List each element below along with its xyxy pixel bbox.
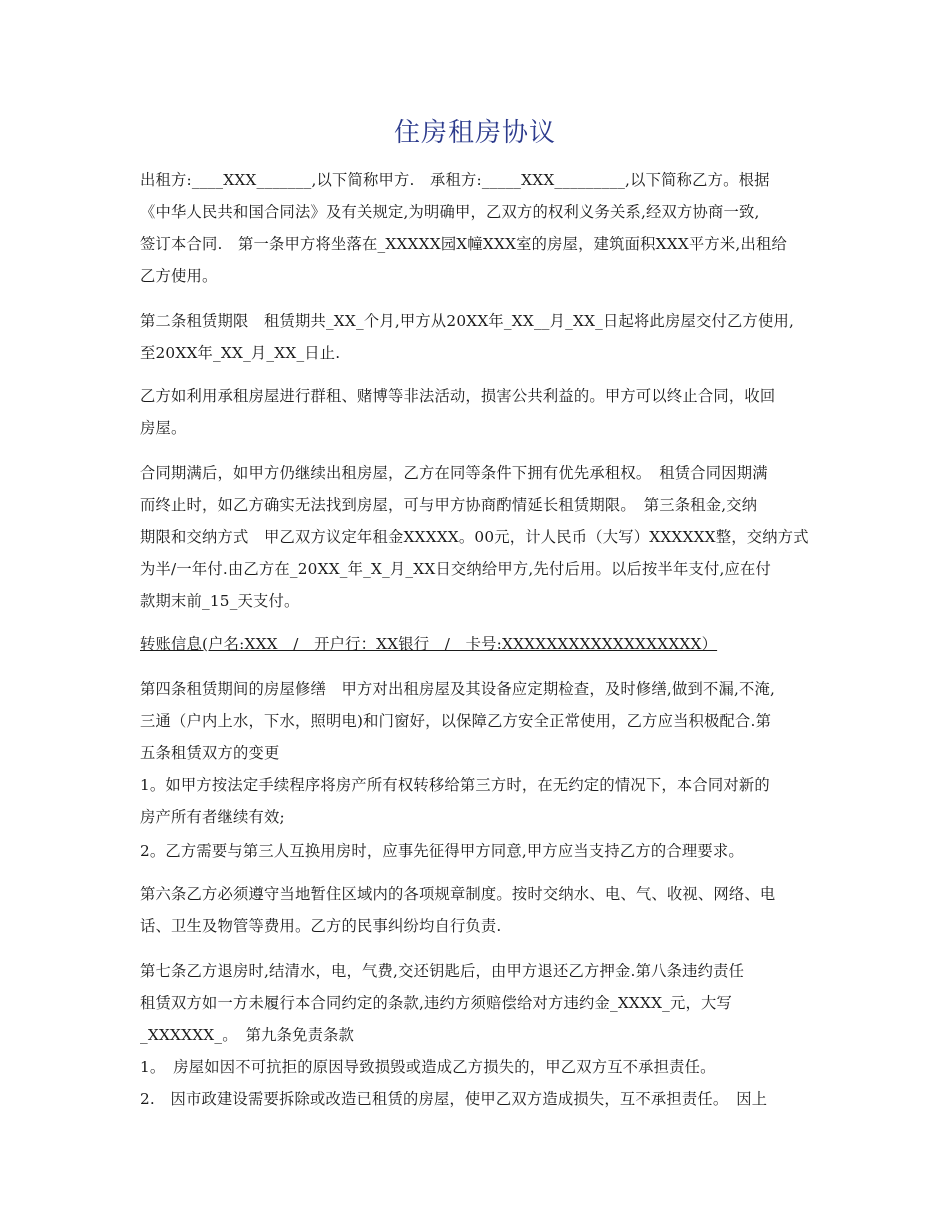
body-line: 第四条租赁期间的房屋修缮 甲方对出租房屋及其设备应定期检查，及时修缮,做到不漏,不淹, <box>140 680 776 698</box>
body-line: 1。如甲方按法定手续程序将房产所有权转移给第三方时，在无约定的情况下，本合同对新的 <box>140 776 770 794</box>
body-line: 期限和交纳方式 甲乙双方议定年租金XXXXX。00元，计人民币（大写）XXXXXX整，交纳方式 <box>140 528 809 546</box>
body-line: 合同期满后，如甲方仍继续出租房屋，乙方在同等条件下拥有优先承租权。 租赁合同因期满 <box>140 464 768 482</box>
body-line: 第七条乙方退房时,结清水，电，气费,交还钥匙后，由甲方退还乙方押金.第八条违约责任 <box>140 962 745 980</box>
body-line: 《中华人民共和国合同法》及有关规定,为明确甲，乙双方的权利义务关系,经双方协商一致, <box>140 203 760 221</box>
document-title: 住房租房协议 <box>393 118 556 148</box>
bank-info-line: 转账信息(户名:XXX / 开户行：XX银行 / 卡号:XXXXXXXXXXXXXXXXXX） <box>140 635 718 653</box>
body-line: _XXXXXX_。 第九条免责条款 <box>140 1026 355 1044</box>
body-line: 乙方如利用承租房屋进行群租、赌博等非法活动，损害公共利益的。甲方可以终止合同，收回 <box>140 387 776 405</box>
body-line: 话、卫生及物管等费用。乙方的民事纠纷均自行负责. <box>140 917 502 935</box>
body-line: 至20XX年_XX_月_XX_日止. <box>140 344 341 362</box>
body-line: 五条租赁双方的变更 <box>140 744 280 762</box>
body-line: 而终止时，如乙方确实无法找到房屋，可与甲方协商酌情延长租赁期限。 第三条租金,交纳 <box>140 496 758 514</box>
body-line: 第六条乙方必须遵守当地暂住区域内的各项规章制度。按时交纳水、电、气、收视、网络、电 <box>140 885 776 903</box>
body-line: 房屋。 <box>140 419 187 437</box>
body-line: 为半/一年付.由乙方在_20XX_年_X_月_XX日交纳给甲方,先付后用。以后按半年支付,应在付 <box>140 560 771 578</box>
body-line: 出租方:____XXX_______,以下简称甲方. 承租方:_____XXX_________,以下简称乙方。根据 <box>140 171 770 189</box>
body-line: 2。乙方需要与第三人互换用房时，应事先征得甲方同意,甲方应当支持乙方的合理要求。 <box>140 842 744 860</box>
body-line: 第二条租赁期限 租赁期共_XX_个月,甲方从20XX年_XX__月_XX_日起将此房屋交付乙方使用, <box>140 312 795 330</box>
body-line: 签订本合同. 第一条甲方将坐落在_XXXXX园X幢XXX室的房屋，建筑面积XXX平方米,出租给 <box>140 235 787 253</box>
body-line: 租赁双方如一方未履行本合同约定的条款,违约方须赔偿给对方违约金_XXXX_元，大写 <box>140 994 733 1012</box>
body-line: 三通（户内上水，下水，照明电)和门窗好，以保障乙方安全正常使用，乙方应当积极配合.第 <box>140 712 772 730</box>
body-line: 2. 因市政建设需要拆除或改造已租赁的房屋，使甲乙双方造成损失，互不承担责任。 因上 <box>140 1090 768 1108</box>
body-line: 1。 房屋如因不可抗拒的原因导致损毁或造成乙方损失的，甲乙双方互不承担责任。 <box>140 1058 716 1076</box>
body-line: 房产所有者继续有效; <box>140 808 285 826</box>
body-line: 乙方使用。 <box>140 267 218 285</box>
body-line: 款期末前_15_天支付。 <box>140 592 300 610</box>
